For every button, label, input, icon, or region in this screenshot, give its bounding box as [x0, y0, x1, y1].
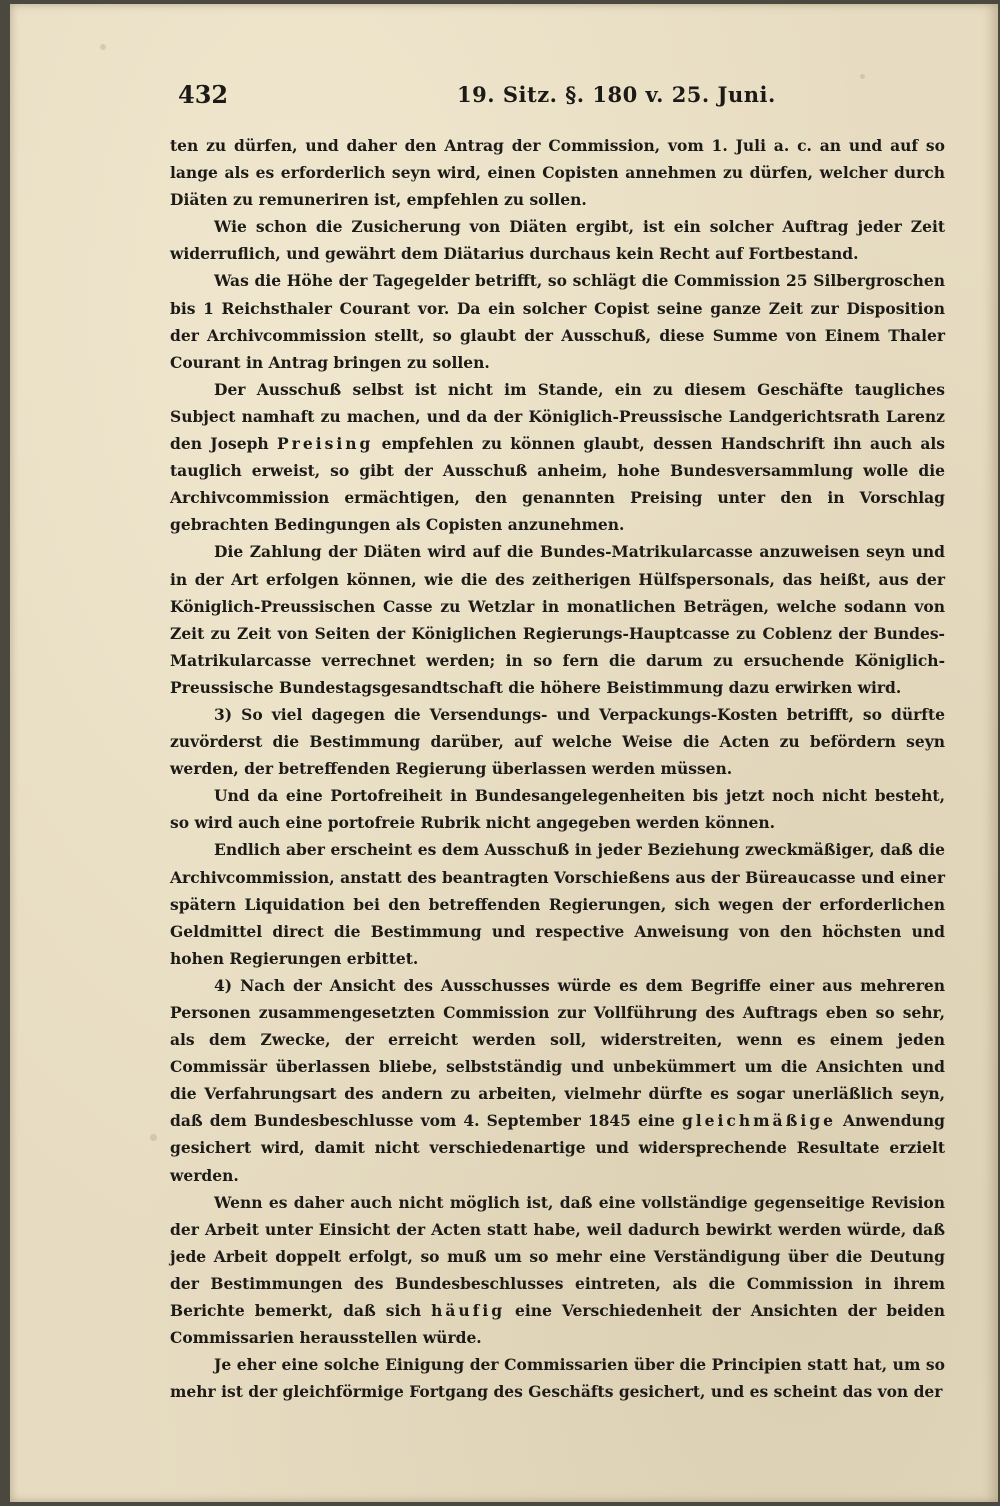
paper-stain	[150, 1134, 157, 1141]
paragraph	[170, 376, 945, 539]
running-head: 19. Sitz. §. 180 v. 25. Juni.	[457, 82, 776, 107]
text-segment: Die Zahlung der Diäten wird auf die Bundes-Matrikularcasse anzuweisen seyn und in der Art erfolgen können, wie die des zeitherigen Hülfspersonals, das heißt, aus der Königlich-Preussischen Casse zu Wetzlar in monatlichen Beträgen, welche sodann von Zeit zu Zeit von Seiten der Königlichen Regierungs-Hauptcasse zu Coblenz der Bundes-Matrikularcasse verrechnet werden; in so fern die darum zu ersuchende Königlich-Preussische Bundestagsgesandtschaft die höhere Beistimmung dazu erwirken wird.	[170, 542, 945, 697]
document-page	[10, 4, 998, 1502]
paragraph	[170, 782, 945, 836]
page-number: 432	[178, 80, 229, 109]
paper-stain	[100, 44, 106, 50]
text-segment: 3) So viel dagegen die Versendungs- und Verpackungs-Kosten betrifft, so dürfte zuvörderst die Bestimmung darüber, auf welche Weise die Acten zu befördern seyn werden, der betreffenden Regierung überlassen werden müssen.	[170, 704, 945, 779]
paragraph	[170, 972, 945, 1189]
text-segment: 4) Nach der Ansicht des Ausschusses würde es dem Begriffe einer aus mehreren Personen zusammengesetzten Commission zur Vollführung des Auftrags eben so sehr, als dem Zwecke, der erreicht werden soll, widerstreiten, wenn es einem jeden Commissär überlassen bliebe, selbstständig und unbekümmert um die Ansichten und die Verfahrungsart des andern zu arbeiten, vielmehr dürfte es sogar unerläßlich seyn, daß dem Bundesbeschlusse vom 4. September 1845 eine	[170, 975, 945, 1131]
text-segment: Anwendung gesichert wird, damit nicht verschiedenartige und widersprechende Resultate erzielt werden.	[170, 1111, 945, 1185]
spaced-emphasis: häufig	[431, 1301, 506, 1321]
text-segment: ten zu dürfen, und daher den Antrag der Commission, vom 1. Juli a. c. an und auf so lange als es erforderlich seyn wird, einen Copisten annehmen zu dürfen, welcher durch Diäten zu remuneriren ist, empfehlen zu sollen.	[170, 136, 945, 210]
paragraph	[170, 213, 945, 267]
text-segment: Je eher eine solche Einigung der Commissarien über die Principien statt hat, um so mehr ist der gleichförmige Fortgang des Geschäfts gesichert, und es scheint das von der	[170, 1355, 945, 1402]
text-segment: eine Verschiedenheit der Ansichten der beiden Commissarien herausstellen würde.	[170, 1301, 945, 1348]
text-segment: Wenn es daher auch nicht möglich ist, daß eine vollständige gegenseitige Revision der Arbeit unter Einsicht der Acten statt habe, weil dadurch bewirkt werden würde, daß jede Arbeit doppelt erfolgt, so muß um so mehr eine Verständigung über die Deutung der Bestimmungen des Bundesbeschlusses eintreten, als die Commission in ihrem Berichte bemerkt, daß sich	[170, 1192, 945, 1321]
paragraph	[170, 1189, 945, 1352]
paper-stain	[860, 74, 865, 79]
spaced-emphasis: Preising	[277, 434, 374, 454]
paragraph	[170, 267, 945, 375]
page-header	[150, 80, 950, 120]
paragraph	[170, 1351, 945, 1405]
text-segment: Wie schon die Zusicherung von Diäten ergibt, ist ein solcher Auftrag jeder Zeit widerruflich, und gewährt dem Diätarius durchaus kein Recht auf Fortbestand.	[170, 217, 945, 264]
spaced-emphasis: gleichmäßige	[681, 1111, 836, 1131]
text-segment: Endlich aber erscheint es dem Ausschuß in jeder Beziehung zweckmäßiger, daß die Archivcommission, anstatt des beantragten Vorschießens aus der Büreaucasse und einer spätern Liquidation bei den betreffenden Regierungen, sich wegen der erforderlichen Geldmittel direct die Bestimmung und respective Anweisung von den höchsten und hohen Regierungen erbittet.	[170, 840, 945, 968]
paragraph	[170, 836, 945, 971]
paragraph	[170, 132, 945, 213]
paragraph	[170, 701, 945, 782]
text-segment: Der Ausschuß selbst ist nicht im Stande, ein zu diesem Geschäfte taugliches Subject namhaft zu machen, und da der Königlich-Preussische Landgerichtsrath Larenz den Joseph	[170, 379, 945, 454]
body-text	[170, 132, 945, 1405]
text-segment: Was die Höhe der Tagegelder betrifft, so schlägt die Commission 25 Silbergroschen bis 1 Reichsthaler Courant vor. Da ein solcher Copist seine ganze Zeit zur Disposition der Archivcommission stellt, so glaubt der Ausschuß, diese Summe von Einem Thaler Courant in Antrag bringen zu sollen.	[170, 271, 945, 372]
text-segment: Und da eine Portofreiheit in Bundesangelegenheiten bis jetzt noch nicht besteht, so wird auch eine portofreie Rubrik nicht angegeben werden können.	[170, 786, 945, 833]
text-segment: empfehlen zu können glaubt, dessen Handschrift ihn auch als tauglich erweist, so gibt der Ausschuß anheim, hohe Bundesversammlung wolle die Archivcommission ermächtigen, den genannten Preising unter den in Vorschlag gebrachten Bedingungen als Copisten anzunehmen.	[170, 434, 945, 535]
paragraph	[170, 538, 945, 701]
